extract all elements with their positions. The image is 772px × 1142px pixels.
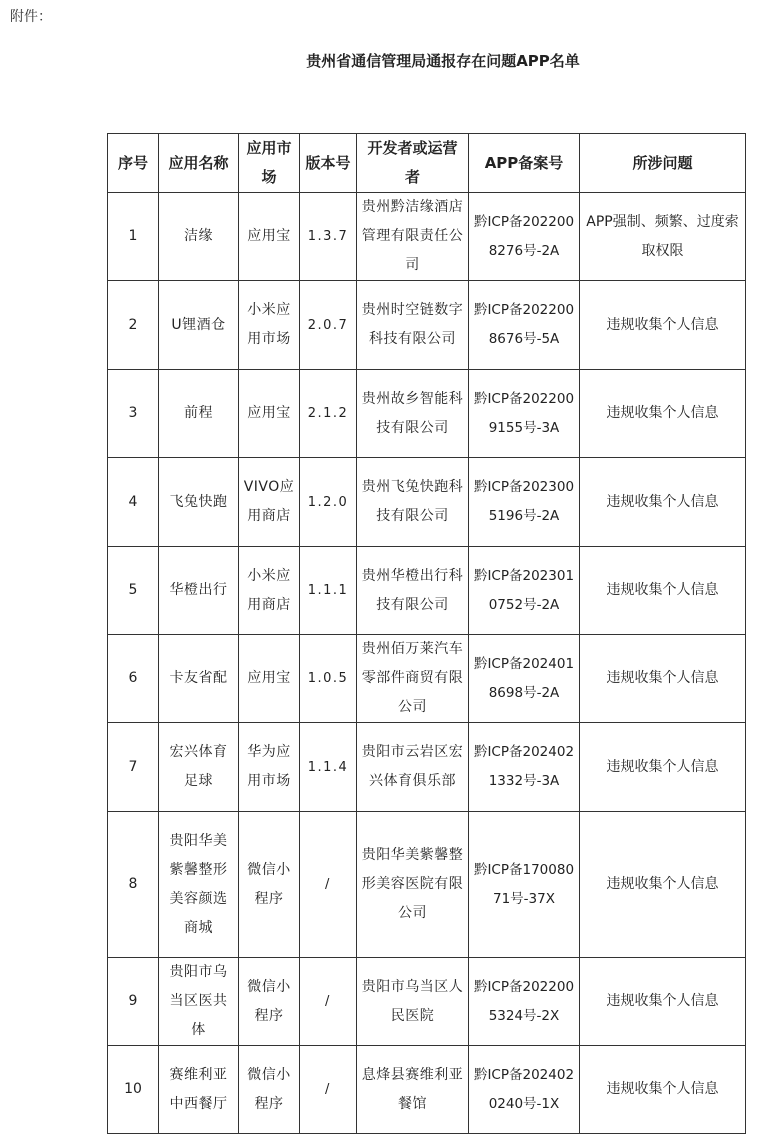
cell-app-name: 贵阳华美紫馨整形美容颜选商城	[159, 812, 239, 958]
table-row	[108, 193, 746, 281]
cell-icp: 黔ICP备2024020240号-1X	[469, 1046, 580, 1134]
app-list-table	[107, 133, 746, 1134]
cell-market: 应用宝	[239, 193, 300, 281]
cell-icp: 黔ICP备2022008276号-2A	[469, 193, 580, 281]
table-row	[108, 458, 746, 547]
cell-no: 9	[108, 958, 159, 1046]
cell-developer: 贵阳华美紫馨整形美容医院有限公司	[357, 812, 469, 958]
cell-issue: 违规收集个人信息	[580, 281, 746, 370]
cell-app-name: 华橙出行	[159, 547, 239, 635]
cell-app-name: 宏兴体育足球	[159, 723, 239, 812]
cell-version: 2.0.7	[300, 281, 357, 370]
cell-version: /	[300, 812, 357, 958]
cell-developer: 贵州黔洁缘酒店管理有限责任公司	[357, 193, 469, 281]
cell-market: 应用宝	[239, 635, 300, 723]
cell-no: 7	[108, 723, 159, 812]
header-no: 序号	[108, 134, 159, 193]
cell-developer: 贵州故乡智能科技有限公司	[357, 370, 469, 458]
cell-issue: 违规收集个人信息	[580, 458, 746, 547]
table-body	[108, 193, 746, 1134]
cell-version: 1.3.7	[300, 193, 357, 281]
cell-icp: 黔ICP备2022005324号-2X	[469, 958, 580, 1046]
cell-app-name: 洁缘	[159, 193, 239, 281]
cell-issue: 违规收集个人信息	[580, 812, 746, 958]
header-developer: 开发者或运营者	[357, 134, 469, 193]
table-row	[108, 958, 746, 1046]
cell-market: 华为应用市场	[239, 723, 300, 812]
cell-market: 应用宝	[239, 370, 300, 458]
cell-issue: 违规收集个人信息	[580, 370, 746, 458]
cell-no: 6	[108, 635, 159, 723]
cell-developer: 贵州飞兔快跑科技有限公司	[357, 458, 469, 547]
cell-icp: 黔ICP备2024018698号-2A	[469, 635, 580, 723]
table-row	[108, 723, 746, 812]
attachment-label: 附件：	[10, 9, 52, 25]
table-row	[108, 812, 746, 958]
table-header-row	[108, 134, 746, 193]
table-row	[108, 370, 746, 458]
cell-version: 1.1.4	[300, 723, 357, 812]
document-title: 贵州省通信管理局通报存在问题APP名单	[306, 52, 580, 70]
header-market: 应用市场	[239, 134, 300, 193]
table-row	[108, 547, 746, 635]
header-icp: APP备案号	[469, 134, 580, 193]
cell-market: 小米应用商店	[239, 547, 300, 635]
cell-icp: 黔ICP备2022008676号-5A	[469, 281, 580, 370]
cell-issue: APP强制、频繁、过度索取权限	[580, 193, 746, 281]
cell-version: /	[300, 1046, 357, 1134]
cell-no: 10	[108, 1046, 159, 1134]
cell-app-name: U锂酒仓	[159, 281, 239, 370]
table-row	[108, 281, 746, 370]
cell-icp: 黔ICP备2024021332号-3A	[469, 723, 580, 812]
cell-developer: 贵州时空链数字科技有限公司	[357, 281, 469, 370]
cell-app-name: 前程	[159, 370, 239, 458]
cell-version: 1.1.1	[300, 547, 357, 635]
cell-no: 4	[108, 458, 159, 547]
cell-issue: 违规收集个人信息	[580, 547, 746, 635]
cell-app-name: 飞兔快跑	[159, 458, 239, 547]
cell-issue: 违规收集个人信息	[580, 723, 746, 812]
cell-issue: 违规收集个人信息	[580, 635, 746, 723]
cell-no: 5	[108, 547, 159, 635]
cell-version: 1.2.0	[300, 458, 357, 547]
table-row	[108, 1046, 746, 1134]
cell-no: 2	[108, 281, 159, 370]
header-version: 版本号	[300, 134, 357, 193]
cell-no: 8	[108, 812, 159, 958]
cell-icp: 黔ICP备2023010752号-2A	[469, 547, 580, 635]
cell-version: /	[300, 958, 357, 1046]
cell-issue: 违规收集个人信息	[580, 1046, 746, 1134]
cell-developer: 贵州佰万莱汽车零部件商贸有限公司	[357, 635, 469, 723]
cell-app-name: 赛维利亚中西餐厅	[159, 1046, 239, 1134]
cell-app-name: 贵阳市乌当区医共体	[159, 958, 239, 1046]
cell-app-name: 卡友省配	[159, 635, 239, 723]
header-issue: 所涉问题	[580, 134, 746, 193]
cell-market: 微信小程序	[239, 1046, 300, 1134]
cell-version: 2.1.2	[300, 370, 357, 458]
cell-version: 1.0.5	[300, 635, 357, 723]
cell-no: 1	[108, 193, 159, 281]
table-row	[108, 635, 746, 723]
cell-developer: 息烽县赛维利亚餐馆	[357, 1046, 469, 1134]
cell-developer: 贵州华橙出行科技有限公司	[357, 547, 469, 635]
cell-market: 微信小程序	[239, 812, 300, 958]
cell-no: 3	[108, 370, 159, 458]
cell-icp: 黔ICP备2022009155号-3A	[469, 370, 580, 458]
cell-market: 微信小程序	[239, 958, 300, 1046]
cell-market: 小米应用市场	[239, 281, 300, 370]
cell-issue: 违规收集个人信息	[580, 958, 746, 1046]
cell-market: VIVO应用商店	[239, 458, 300, 547]
cell-developer: 贵阳市云岩区宏兴体育俱乐部	[357, 723, 469, 812]
header-app-name: 应用名称	[159, 134, 239, 193]
cell-developer: 贵阳市乌当区人民医院	[357, 958, 469, 1046]
cell-icp: 黔ICP备2023005196号-2A	[469, 458, 580, 547]
cell-icp: 黔ICP备17008071号-37X	[469, 812, 580, 958]
